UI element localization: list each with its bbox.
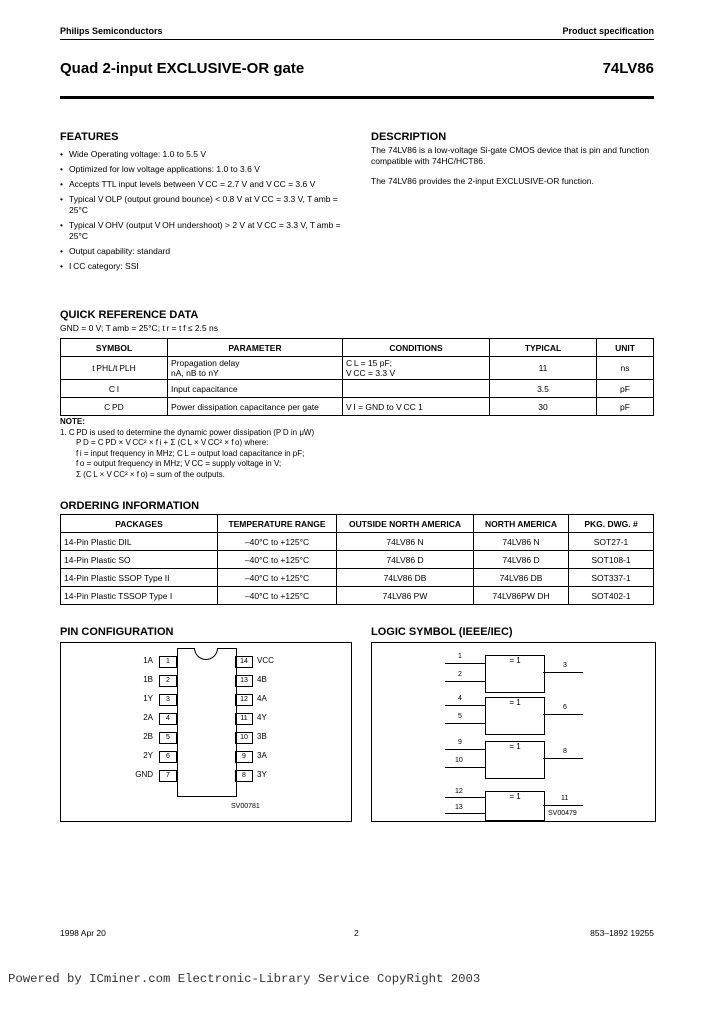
input-wire [445, 705, 485, 706]
output-pin-number: 8 [563, 748, 567, 755]
table-row [61, 398, 654, 416]
table-row [61, 380, 654, 398]
cell-temperature: –40°C to +125°C [218, 551, 337, 569]
cell-outside-na: 74LV86 N [337, 533, 474, 551]
cell-symbol: t PHL/t PLH [61, 357, 168, 380]
pin-label: GND [135, 770, 153, 779]
pin-label: 4B [257, 675, 267, 684]
page-title: Quad 2-input EXCLUSIVE-OR gate [60, 60, 305, 77]
input-pin-number: 5 [458, 713, 462, 720]
quick-reference-heading: QUICK REFERENCE DATA [60, 309, 199, 321]
input-wire [445, 663, 485, 664]
description-paragraph-2: The 74LV86 provides the 2-input EXCLUSIVE-OR function. [371, 176, 594, 186]
xor-gate [485, 655, 545, 693]
output-pin-number: 11 [561, 795, 569, 802]
pin-number: 2 [159, 675, 177, 687]
features-list [60, 149, 350, 272]
note-line: P D = C PD × V CC² × f i + Σ (C L × V CC² × f o) where: [76, 438, 269, 447]
logic-symbol-figure [371, 642, 656, 822]
input-wire [445, 681, 485, 682]
input-wire [445, 813, 485, 814]
pin-label: 3Y [257, 770, 267, 779]
part-number: 74LV86 [602, 60, 654, 77]
note-line: f i = input frequency in MHz; C L = output load capacitance in pF; [76, 448, 305, 458]
cell-parameter: Power dissipation capacitance per gate [168, 398, 343, 416]
column-header: NORTH AMERICA [474, 515, 569, 533]
cell-north-america: 74LV86PW DH [474, 587, 569, 605]
cell-temperature: –40°C to +125°C [218, 569, 337, 587]
column-header: CONDITIONS [343, 339, 490, 357]
footer-page-number: 2 [354, 928, 359, 938]
cell-conditions: C L = 15 pF; V CC = 3.3 V [343, 357, 490, 380]
cell-north-america: 74LV86 D [474, 551, 569, 569]
output-wire [543, 714, 583, 715]
input-wire [445, 797, 485, 798]
pin-label: 3B [257, 732, 267, 741]
cell-typical: 30 [490, 398, 597, 416]
pin-number: 8 [235, 770, 253, 782]
ordering-heading: ORDERING INFORMATION [60, 500, 200, 512]
note-line: 1. C PD is used to determine the dynamic power dissipation (P D in μW) [60, 427, 315, 437]
column-header: TYPICAL [490, 339, 597, 357]
column-header: PARAMETER [168, 339, 343, 357]
input-wire [445, 723, 485, 724]
quick-reference-conditions: GND = 0 V; T amb = 25°C; t r = t f ≤ 2.5 ns [60, 323, 218, 333]
footer-date: 1998 Apr 20 [60, 928, 106, 938]
column-header: SYMBOL [61, 339, 168, 357]
gate-label: = 1 [509, 792, 521, 801]
cell-temperature: –40°C to +125°C [218, 587, 337, 605]
cell-pkg-dwg: SOT402-1 [569, 587, 654, 605]
input-wire [445, 749, 485, 750]
table-row [61, 357, 654, 380]
pin-number: 6 [159, 751, 177, 763]
pin-number: 9 [235, 751, 253, 763]
pin-label: 2Y [143, 751, 153, 760]
output-pin-number: 6 [563, 704, 567, 711]
column-header: PACKAGES [61, 515, 218, 533]
cell-package: 14-Pin Plastic SO [61, 551, 218, 569]
cell-outside-na: 74LV86 PW [337, 587, 474, 605]
input-pin-number: 4 [458, 695, 462, 702]
output-pin-number: 3 [563, 662, 567, 669]
ic-body [177, 648, 237, 797]
pin-number: 10 [235, 732, 253, 744]
pin-label: VCC [257, 656, 274, 665]
output-wire [543, 805, 583, 806]
pin-label: 4Y [257, 713, 267, 722]
cell-typical: 11 [490, 357, 597, 380]
output-wire [543, 758, 583, 759]
cell-outside-na: 74LV86 DB [337, 569, 474, 587]
cell-package: 14-Pin Plastic TSSOP Type I [61, 587, 218, 605]
pin-number: 7 [159, 770, 177, 782]
feature-item: • Typical V OLP (output ground bounce) < 0.8 V at V CC = 3.3 V, T amb = 25°C [60, 194, 350, 216]
cell-temperature: –40°C to +125°C [218, 533, 337, 551]
quick-reference-table [60, 338, 654, 416]
pin-number: 14 [235, 656, 253, 668]
gate-label: = 1 [509, 698, 521, 707]
pin-label: 2A [143, 713, 153, 722]
feature-item: • I CC category: SSI [60, 261, 350, 272]
logic-symbol-heading: LOGIC SYMBOL (IEEE/IEC) [371, 626, 513, 638]
input-pin-number: 2 [458, 671, 462, 678]
xor-gate [485, 697, 545, 735]
cell-package: 14-Pin Plastic DIL [61, 533, 218, 551]
note-label: NOTE: [60, 417, 85, 426]
ordering-table [60, 514, 654, 605]
company-name: Philips Semiconductors [60, 26, 163, 36]
pin-number: 4 [159, 713, 177, 725]
feature-item: • Typical V OHV (output V OH undershoot) > 2 V at V CC = 3.3 V, T amb = 25°C [60, 220, 350, 242]
output-wire [543, 672, 583, 673]
cell-pkg-dwg: SOT337-1 [569, 569, 654, 587]
cell-north-america: 74LV86 N [474, 533, 569, 551]
cell-outside-na: 74LV86 D [337, 551, 474, 569]
pin-number: 1 [159, 656, 177, 668]
input-pin-number: 13 [455, 804, 463, 811]
pin-label: 1A [143, 656, 153, 665]
cell-pkg-dwg: SOT108-1 [569, 551, 654, 569]
pin-config-heading: PIN CONFIGURATION [60, 626, 174, 638]
cell-unit: pF [597, 398, 654, 416]
feature-item: • Accepts TTL input levels between V CC = 2.7 V and V CC = 3.6 V [60, 179, 350, 190]
cell-unit: ns [597, 357, 654, 380]
column-header: OUTSIDE NORTH AMERICA [337, 515, 474, 533]
cell-north-america: 74LV86 DB [474, 569, 569, 587]
cell-package: 14-Pin Plastic SSOP Type II [61, 569, 218, 587]
table-row [61, 587, 654, 605]
pin-number: 5 [159, 732, 177, 744]
pin-number: 13 [235, 675, 253, 687]
pin-number: 12 [235, 694, 253, 706]
gate-label: = 1 [509, 742, 521, 751]
watermark: Powered by ICminer.com Electronic-Library Service CopyRight 2003 [8, 972, 481, 986]
input-pin-number: 12 [455, 788, 463, 795]
figure-code: SV00781 [231, 803, 260, 810]
features-heading: FEATURES [60, 131, 119, 143]
input-pin-number: 1 [458, 653, 462, 660]
column-header: PKG. DWG. # [569, 515, 654, 533]
note-line: f o = output frequency in MHz; V CC = supply voltage in V; [76, 459, 282, 468]
cell-pkg-dwg: SOT27-1 [569, 533, 654, 551]
table-row [61, 533, 654, 551]
cell-symbol: C PD [61, 398, 168, 416]
title-rule [60, 96, 654, 99]
pin-number: 3 [159, 694, 177, 706]
feature-item: • Optimized for low voltage applications: 1.0 to 3.6 V [60, 164, 350, 175]
input-pin-number: 9 [458, 739, 462, 746]
pin-label: 1Y [143, 694, 153, 703]
table-row [61, 569, 654, 587]
input-pin-number: 10 [455, 757, 463, 764]
pin-number: 11 [235, 713, 253, 725]
table-header-row [61, 515, 654, 533]
cell-conditions [343, 380, 490, 398]
cell-parameter: Input capacitance [168, 380, 343, 398]
cell-unit: pF [597, 380, 654, 398]
feature-item: • Output capability: standard [60, 246, 350, 257]
quick-reference-notes [60, 417, 480, 480]
description-heading: DESCRIPTION [371, 131, 447, 143]
pin-label: 4A [257, 694, 267, 703]
gate-label: = 1 [509, 656, 521, 665]
table-header-row [61, 339, 654, 357]
input-wire [445, 767, 485, 768]
feature-item: • Wide Operating voltage: 1.0 to 5.5 V [60, 149, 350, 160]
figure-code: SV00479 [548, 810, 577, 817]
cell-symbol: C I [61, 380, 168, 398]
header-rule [60, 39, 654, 40]
cell-typical: 3.5 [490, 380, 597, 398]
table-row [61, 551, 654, 569]
pin-label: 3A [257, 751, 267, 760]
xor-gate [485, 791, 545, 821]
pin-config-figure [60, 642, 352, 822]
features-list-container [60, 149, 350, 276]
footer-document-code: 853–1892 19255 [590, 928, 654, 938]
column-header: UNIT [597, 339, 654, 357]
column-header: TEMPERATURE RANGE [218, 515, 337, 533]
xor-gate [485, 741, 545, 779]
note-line: Σ (C L × V CC² × f o) = sum of the outputs. [76, 469, 225, 479]
pin-label: 2B [143, 732, 153, 741]
description-paragraph-1: The 74LV86 is a low-voltage Si-gate CMOS device that is pin and function compatible with 74HC/HCT86. [371, 145, 650, 166]
cell-parameter: Propagation delay nA, nB to nY [168, 357, 343, 380]
pin-label: 1B [143, 675, 153, 684]
cell-conditions: V I = GND to V CC 1 [343, 398, 490, 416]
document-type: Product specification [562, 26, 654, 36]
